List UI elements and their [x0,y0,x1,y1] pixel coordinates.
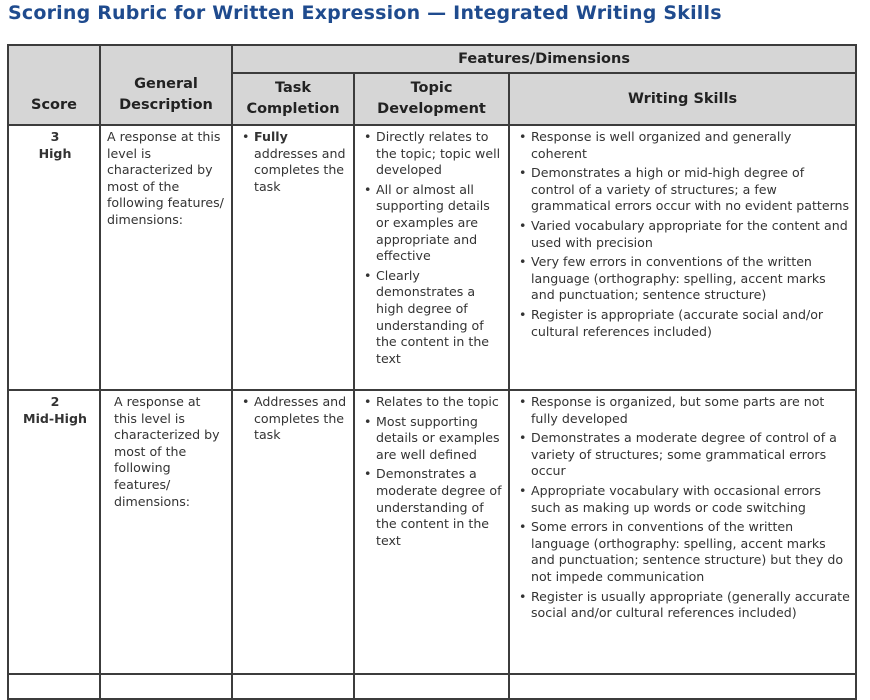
score-cell [8,390,100,674]
bullet-list [516,129,851,340]
list-item: • Varied vocabulary appropriate for the content and used with precision [516,218,851,251]
header-row [8,45,856,73]
general-description-header: General Description [100,45,232,125]
bullet-list [361,394,504,549]
bullet-list [239,394,349,444]
task-completion-header: Task Completion [232,73,354,125]
writing-skills-cell [509,125,856,390]
list-item: • Relates to the topic [361,394,504,411]
writing-skills-cell [509,390,856,674]
task-text: addresses and completes the task [254,145,346,194]
list-item: • Demonstrates a moderate degree of understanding of the content in the text [361,466,504,549]
score-header: Score [8,45,100,125]
list-item: • Response is organized, but some parts are not fully developed [516,394,851,427]
list-item: • Appropriate vocabulary with occasional errors such as making up words or code switching [516,483,851,516]
list-item: • Clearly demonstrates a high degree of understanding of the content in the text [361,268,504,368]
task-completion-cell [232,390,354,674]
task-completion-cell [232,125,354,390]
topic-development-cell [354,390,509,674]
list-item: • Demonstrates a high or mid-high degree of control of a variety of structures; a few grammatical errors occur with no evident patterns [516,165,851,215]
list-item: • Very few errors in conventions of the written language (orthography: spelling, accent marks and punctuation; sentence structure) [516,254,851,304]
table-row [8,390,856,674]
bullet-list [361,129,504,367]
bullet-list [239,129,349,195]
task-completion-cell [232,674,354,699]
list-item: • Directly relates to the topic; topic well developed [361,129,504,179]
general-description-cell [100,125,232,390]
score-cell [8,674,100,699]
writing-skills-cell [509,674,856,699]
table-row [8,125,856,390]
list-item: • Most supporting details or examples are well defined [361,414,504,464]
list-item [239,129,349,195]
general-description-cell [100,674,232,699]
list-item: • Response is well organized and generally coherent [516,129,851,162]
general-description-cell [100,390,232,674]
task-bold-text: Fully [254,129,288,144]
list-item: • All or almost all supporting details or examples are appropriate and effective [361,182,504,265]
score-level: High [38,145,72,161]
bullet-list [516,394,851,622]
score-cell [8,125,100,390]
table-row [8,674,856,699]
writing-skills-header: Writing Skills [509,73,856,125]
description-text: A response at this level is characterized by most of the following features/ dimensions: [114,394,220,509]
score-value: 2 [50,394,60,409]
topic-development-cell [354,674,509,699]
score-value: 3 [50,129,60,144]
list-item: • Demonstrates a moderate degree of control of a variety of structures; some grammatical errors occur [516,430,851,480]
list-item: • Addresses and completes the task [239,394,349,444]
list-item: • Register is appropriate (accurate social and/or cultural references included) [516,307,851,340]
topic-development-cell [354,125,509,390]
rubric-table [7,44,857,700]
description-text: A response at this level is characterized by most of the following features/ dimensions: [107,129,224,227]
topic-development-header: Topic Development [354,73,509,125]
list-item: • Some errors in conventions of the written language (orthography: spelling, accent marks and punctuation; sentence structure) but they do not impede communication [516,519,851,585]
list-item: • Register is usually appropriate (generally accurate social and/or cultural references included) [516,589,851,622]
page-title: Scoring Rubric for Written Expression — Integrated Writing Skills [8,2,722,24]
features-dimensions-header: Features/Dimensions [232,45,856,73]
score-level: Mid-High [23,410,87,426]
